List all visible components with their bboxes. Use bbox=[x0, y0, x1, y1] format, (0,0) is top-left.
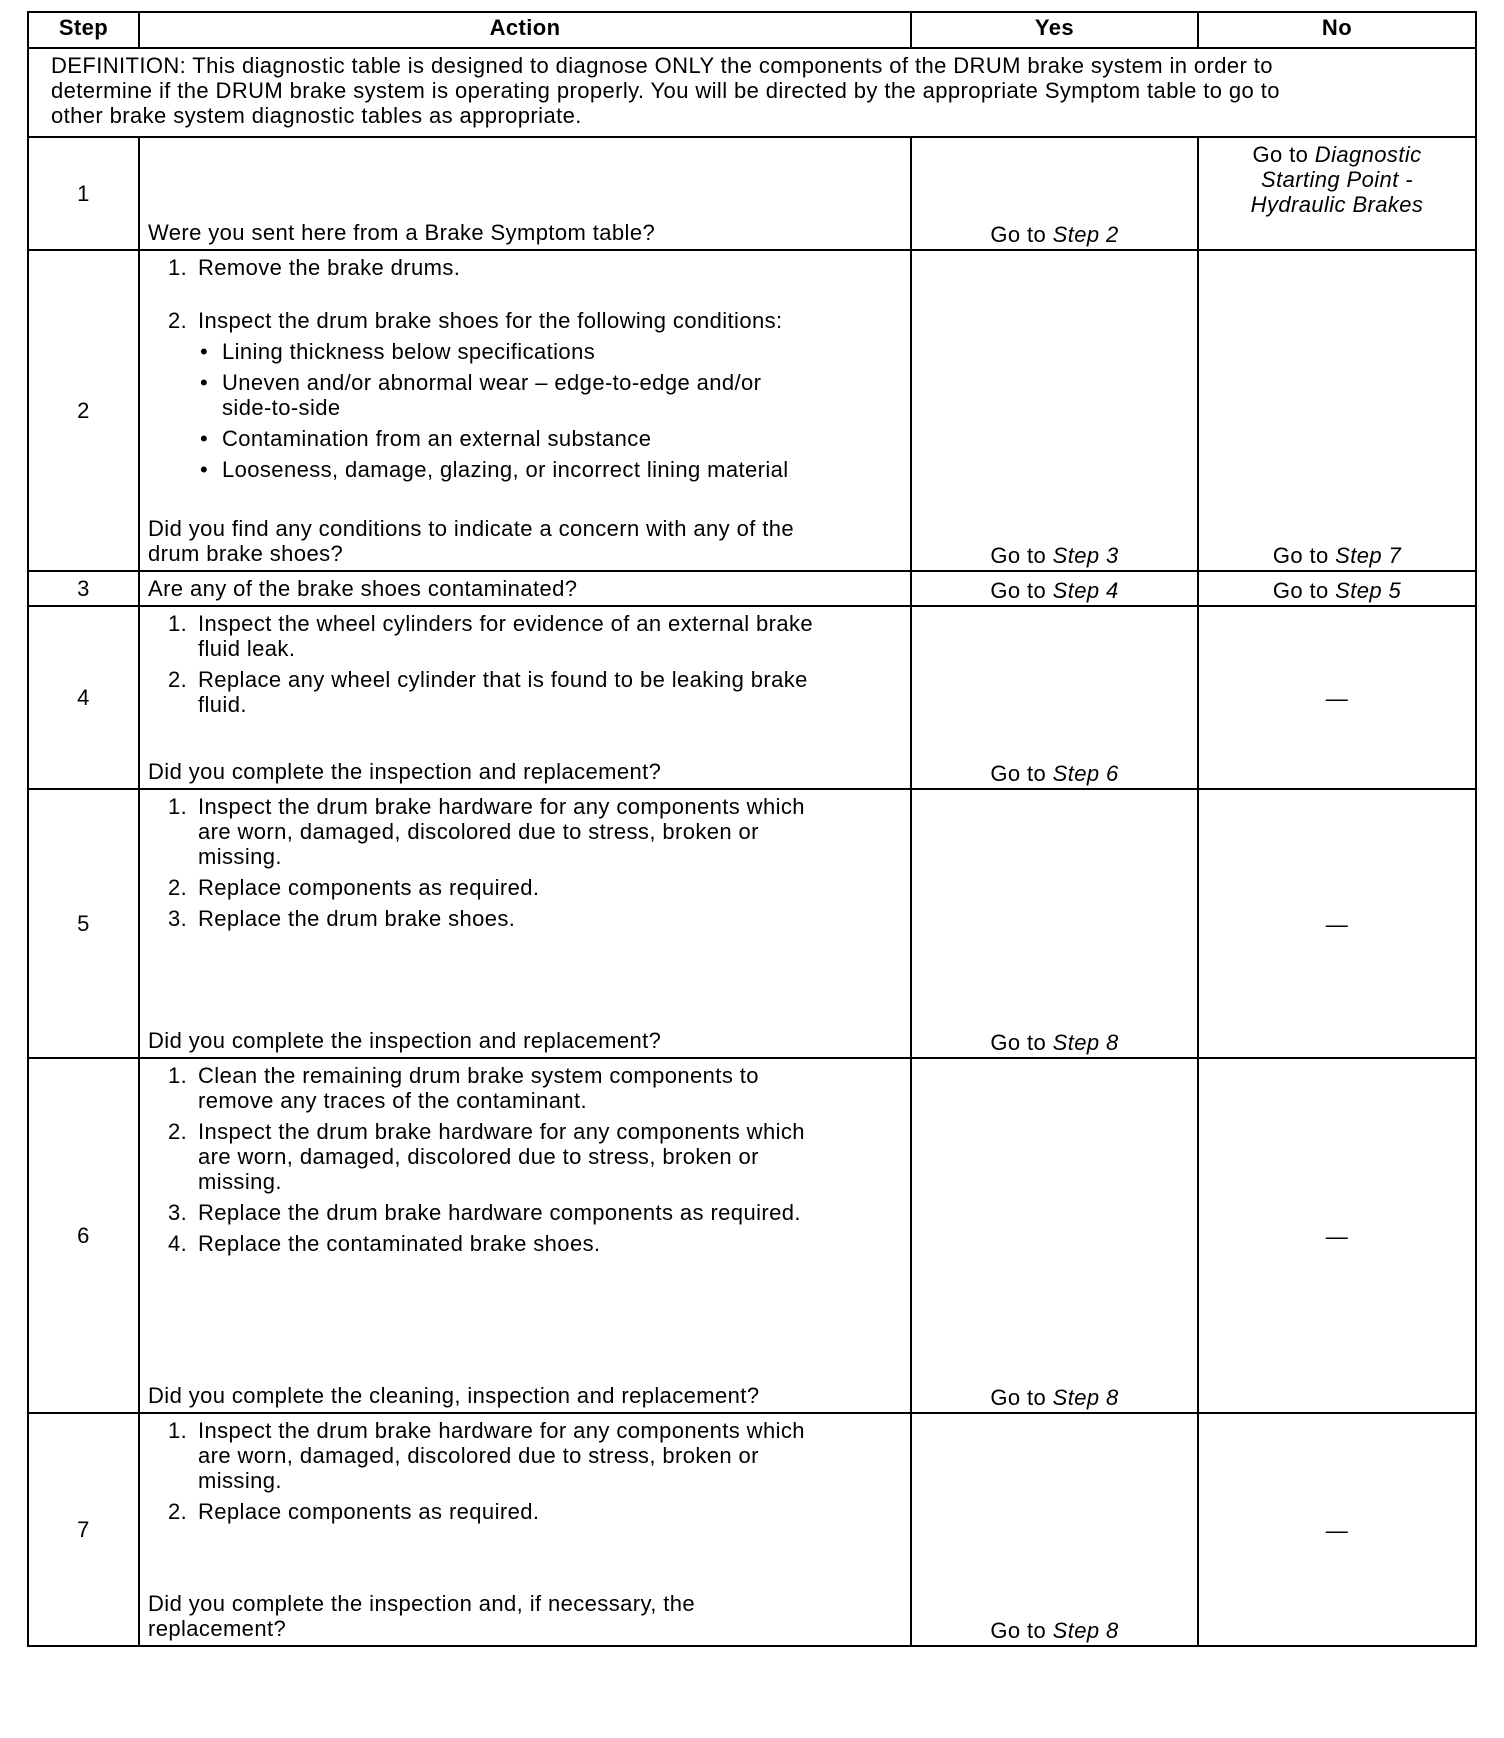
bullet-text: Contamination from an external substance bbox=[222, 426, 652, 451]
yes-prefix: Go to bbox=[990, 543, 1047, 568]
yes-prefix: Go to bbox=[990, 222, 1047, 247]
action-item bbox=[168, 1418, 902, 1493]
yes-prefix: Go to bbox=[990, 1385, 1047, 1410]
item-text: Inspect the wheel cylinders for evidence of an external brake fluid leak. bbox=[198, 611, 814, 661]
action-question: Did you find any conditions to indicate a concern with any of the drum brake shoes? bbox=[148, 516, 795, 566]
step-row bbox=[29, 788, 1475, 1057]
no-link[interactable] bbox=[1273, 543, 1401, 568]
no-dash: — bbox=[1325, 1518, 1349, 1543]
item-text: Replace components as required. bbox=[198, 875, 540, 900]
action-item bbox=[168, 794, 902, 869]
no-prefix: Go to bbox=[1252, 142, 1309, 167]
yes-step: Step 2 bbox=[1052, 222, 1119, 247]
item-number: 2. bbox=[168, 1499, 188, 1524]
no-cell bbox=[1197, 1059, 1475, 1412]
action-item bbox=[168, 1231, 902, 1256]
action-steps bbox=[148, 255, 902, 488]
yes-cell bbox=[910, 1414, 1197, 1645]
item-text: Inspect the drum brake hardware for any components which are worn, damaged, discolored due to stress, broken or missing. bbox=[198, 1119, 805, 1194]
no-step: Step 5 bbox=[1335, 578, 1402, 603]
yes-step: Step 8 bbox=[1052, 1618, 1119, 1643]
yes-step: Step 8 bbox=[1052, 1030, 1119, 1055]
yes-cell bbox=[910, 572, 1197, 605]
step-row bbox=[29, 1412, 1475, 1645]
step-row bbox=[29, 570, 1475, 605]
action-cell bbox=[138, 251, 910, 570]
bullet-text: Lining thickness below specifications bbox=[222, 339, 596, 364]
action-question: Did you complete the cleaning, inspection and replacement? bbox=[148, 1383, 760, 1408]
item-text: Replace the drum brake shoes. bbox=[198, 906, 516, 931]
definition-text: DEFINITION: This diagnostic table is designed to diagnose ONLY the components of the DRUM brake system in order to determine if the DRUM brake system is operating properly. You will be directed by the appropriate Symptom table to go to other brake system diagnostic tables as appropriate. bbox=[51, 53, 1280, 128]
action-steps bbox=[148, 1063, 902, 1262]
action-question: Were you sent here from a Brake Symptom table? bbox=[148, 220, 656, 245]
item-number: 1. bbox=[168, 1063, 188, 1088]
action-item bbox=[168, 255, 902, 280]
item-text: Inspect the drum brake hardware for any components which are worn, damaged, discolored due to stress, broken or missing. bbox=[198, 794, 805, 869]
action-question: Did you complete the inspection and replacement? bbox=[148, 1028, 662, 1053]
action-steps bbox=[148, 794, 902, 937]
header-step: Step bbox=[58, 15, 109, 40]
yes-cell bbox=[910, 1059, 1197, 1412]
yes-step: Step 8 bbox=[1052, 1385, 1119, 1410]
item-text: Replace components as required. bbox=[198, 1499, 540, 1524]
no-dash: — bbox=[1325, 686, 1349, 711]
item-number: 2. bbox=[168, 875, 188, 900]
no-prefix: Go to bbox=[1272, 578, 1329, 603]
no-cell bbox=[1197, 572, 1475, 605]
action-item bbox=[168, 906, 902, 931]
no-step: Step 7 bbox=[1335, 543, 1402, 568]
action-item bbox=[168, 1119, 902, 1194]
yes-cell bbox=[910, 790, 1197, 1057]
yes-prefix: Go to bbox=[990, 1618, 1047, 1643]
item-number: 3. bbox=[168, 906, 188, 931]
item-number: 2. bbox=[168, 667, 188, 692]
bullet-icon: • bbox=[200, 339, 209, 364]
action-item bbox=[168, 1063, 902, 1113]
yes-link[interactable] bbox=[990, 543, 1118, 568]
action-item bbox=[168, 875, 902, 900]
step-number: 7 bbox=[77, 1517, 90, 1542]
action-item bbox=[168, 611, 902, 661]
action-item bbox=[168, 667, 902, 717]
bullet-text: Uneven and/or abnormal wear – edge-to-edge and/or side-to-side bbox=[222, 370, 762, 420]
yes-step: Step 3 bbox=[1052, 543, 1119, 568]
item-text: Remove the brake drums. bbox=[198, 255, 461, 280]
no-dash: — bbox=[1325, 1224, 1349, 1249]
yes-step: Step 4 bbox=[1052, 578, 1119, 603]
bullet-item bbox=[200, 370, 902, 420]
step-number: 2 bbox=[77, 398, 90, 423]
item-number: 1. bbox=[168, 1418, 188, 1443]
step-number: 5 bbox=[77, 911, 90, 936]
yes-cell bbox=[910, 607, 1197, 788]
no-dash: — bbox=[1325, 912, 1349, 937]
step-number: 1 bbox=[77, 181, 90, 206]
bullet-item bbox=[200, 457, 902, 482]
action-question: Did you complete the inspection and replacement? bbox=[148, 759, 662, 784]
step-row bbox=[29, 249, 1475, 570]
action-item bbox=[168, 1200, 902, 1225]
item-number: 2. bbox=[168, 1119, 188, 1144]
yes-link[interactable] bbox=[990, 1385, 1118, 1410]
item-text: Replace the contaminated brake shoes. bbox=[198, 1231, 601, 1256]
header-no: No bbox=[1197, 13, 1475, 47]
header-row bbox=[29, 13, 1475, 47]
item-text: Inspect the drum brake hardware for any components which are worn, damaged, discolored due to stress, broken or missing. bbox=[198, 1418, 805, 1493]
item-number: 2. bbox=[168, 308, 188, 333]
no-cell bbox=[1197, 607, 1475, 788]
yes-prefix: Go to bbox=[990, 1030, 1047, 1055]
bullet-item bbox=[200, 426, 902, 451]
action-cell bbox=[138, 1414, 910, 1645]
step-row bbox=[29, 136, 1475, 249]
action-cell bbox=[138, 790, 910, 1057]
yes-prefix: Go to bbox=[990, 578, 1047, 603]
action-cell bbox=[138, 572, 910, 605]
item-number: 3. bbox=[168, 1200, 188, 1225]
item-text: Inspect the drum brake shoes for the following conditions: bbox=[198, 308, 783, 333]
yes-link[interactable] bbox=[990, 1618, 1118, 1643]
yes-cell bbox=[910, 251, 1197, 570]
header-yes: Yes bbox=[910, 13, 1197, 47]
yes-link[interactable] bbox=[990, 222, 1118, 247]
item-number: 1. bbox=[168, 255, 188, 280]
step-number: 6 bbox=[77, 1223, 90, 1248]
step-row bbox=[29, 605, 1475, 788]
action-cell bbox=[138, 1059, 910, 1412]
no-link[interactable] bbox=[1273, 578, 1401, 603]
step-row bbox=[29, 1057, 1475, 1412]
action-steps bbox=[148, 1418, 902, 1530]
item-number: 1. bbox=[168, 794, 188, 819]
yes-link[interactable] bbox=[990, 1030, 1118, 1055]
bullet-icon: • bbox=[200, 457, 209, 482]
action-item bbox=[168, 1499, 902, 1524]
bullet-text: Looseness, damage, glazing, or incorrect lining material bbox=[222, 457, 789, 482]
item-text: Clean the remaining drum brake system components to remove any traces of the contaminant. bbox=[198, 1063, 759, 1113]
bullet-icon: • bbox=[200, 426, 209, 451]
action-cell bbox=[138, 138, 910, 249]
action-item bbox=[168, 308, 902, 333]
no-cell bbox=[1197, 138, 1475, 249]
yes-step: Step 6 bbox=[1052, 761, 1119, 786]
no-cell bbox=[1197, 251, 1475, 570]
yes-link[interactable] bbox=[990, 761, 1118, 786]
bullet-icon: • bbox=[200, 370, 209, 395]
no-cell bbox=[1197, 1414, 1475, 1645]
diagnostic-table bbox=[27, 11, 1477, 1647]
bullet-item bbox=[200, 339, 902, 364]
item-text: Replace the drum brake hardware components as required. bbox=[198, 1200, 801, 1225]
yes-prefix: Go to bbox=[990, 761, 1047, 786]
item-number: 4. bbox=[168, 1231, 188, 1256]
step-number: 3 bbox=[77, 576, 90, 601]
action-steps bbox=[148, 611, 902, 723]
step-number: 4 bbox=[77, 685, 90, 710]
no-cell bbox=[1197, 790, 1475, 1057]
item-text: Replace any wheel cylinder that is found to be leaking brake fluid. bbox=[198, 667, 808, 717]
action-question: Did you complete the inspection and, if necessary, the replacement? bbox=[148, 1591, 696, 1641]
definition-row bbox=[29, 47, 1475, 136]
yes-link[interactable] bbox=[990, 578, 1118, 603]
no-prefix: Go to bbox=[1272, 543, 1329, 568]
yes-cell bbox=[910, 138, 1197, 249]
action-cell bbox=[138, 607, 910, 788]
no-link[interactable] bbox=[1251, 142, 1424, 217]
no-target: Diagnostic Starting Point - Hydraulic Brakes bbox=[1250, 142, 1424, 217]
item-number: 1. bbox=[168, 611, 188, 636]
action-question: Are any of the brake shoes contaminated? bbox=[148, 576, 578, 601]
header-action: Action bbox=[138, 13, 910, 47]
